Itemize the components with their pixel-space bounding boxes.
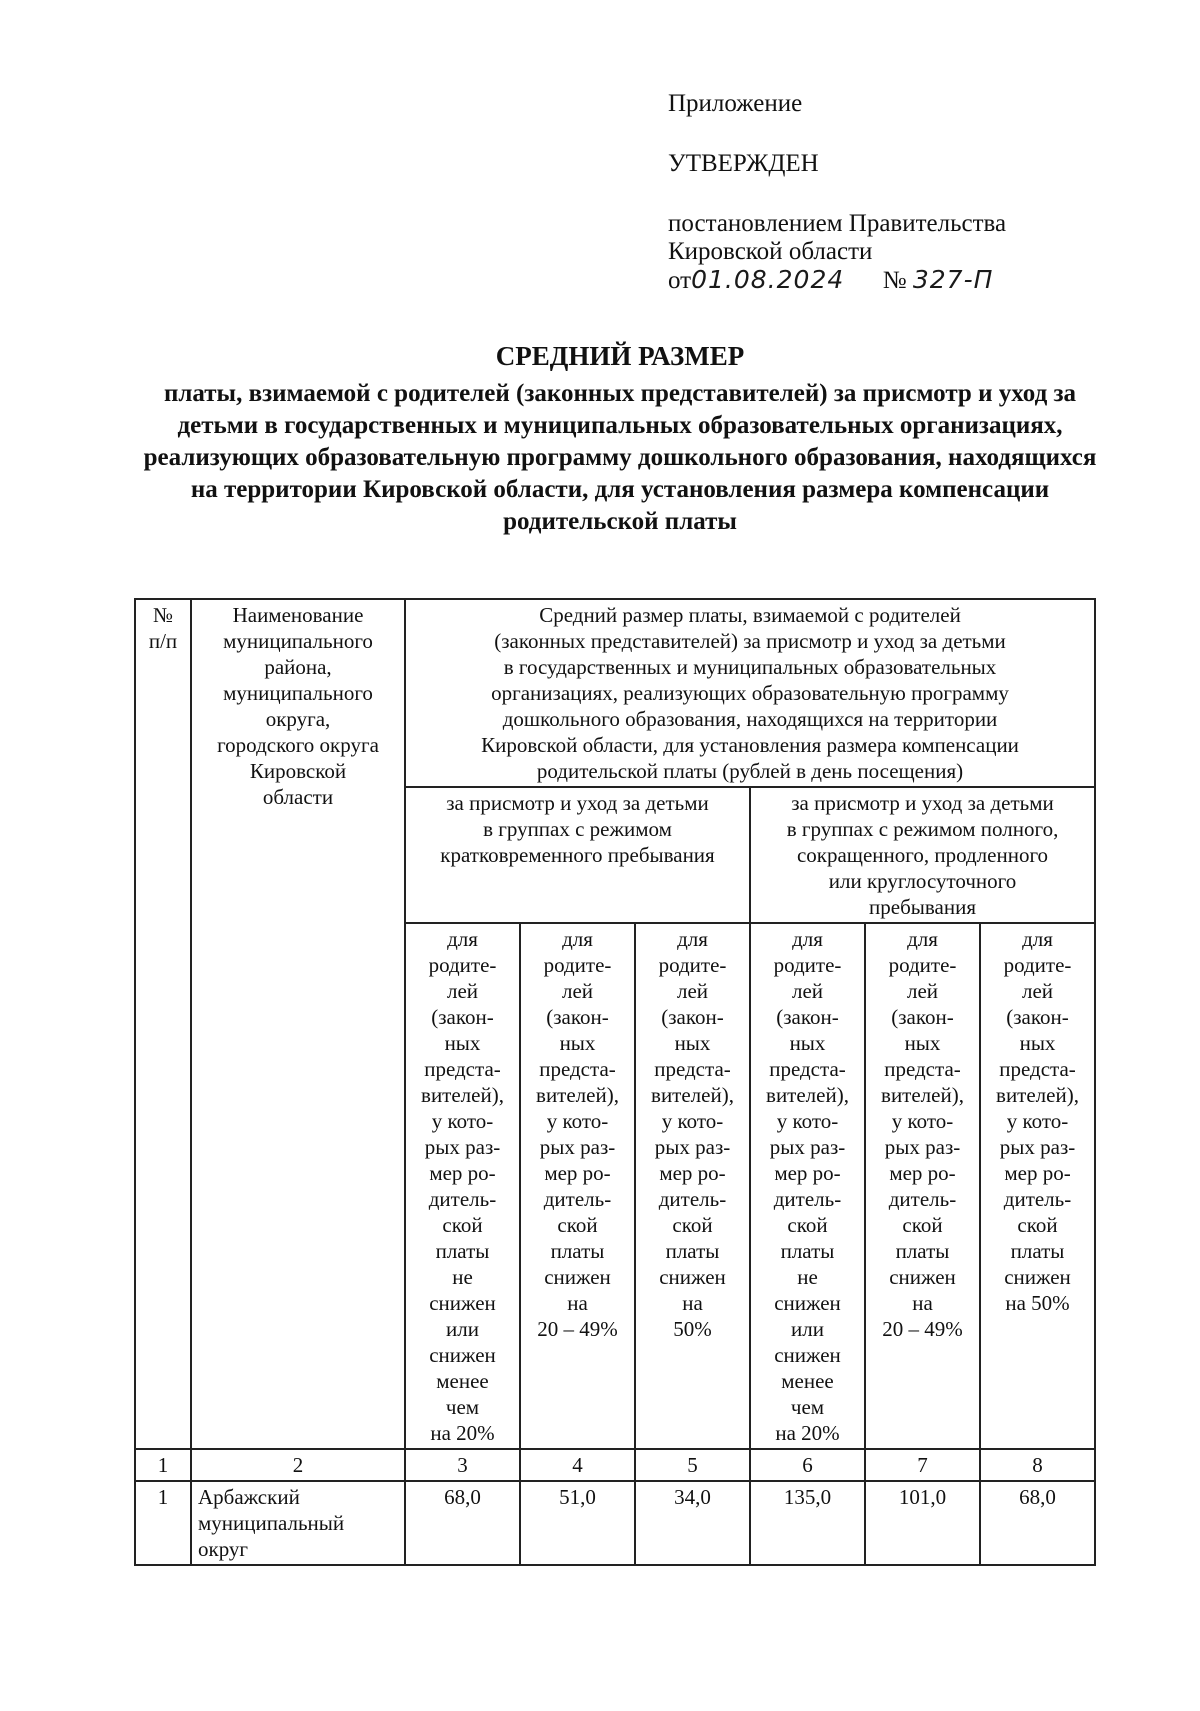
row-value: 135,0 (750, 1481, 865, 1565)
col-number: 8 (980, 1449, 1095, 1481)
approval-line-1: постановлением Правительства (668, 210, 1007, 237)
approval-line-2: Кировской области (668, 238, 873, 265)
row-value: 34,0 (635, 1481, 750, 1565)
header-col-4: для родите- лей (закон- ных предста- вителей), у кото- рых раз- мер ро- дитель- ской платы снижен на 20 – 49% (520, 923, 635, 1449)
header-col-8: для родите- лей (закон- ных предста- вителей), у кото- рых раз- мер ро- дитель- ской платы снижен на 50% (980, 923, 1095, 1449)
row-value: 51,0 (520, 1481, 635, 1565)
approval-date-line (668, 266, 1006, 295)
col-number: 1 (135, 1449, 191, 1481)
fee-table (134, 598, 1096, 1566)
col-number: 7 (865, 1449, 980, 1481)
header-avg-fee: Средний размер платы, взимаемой с родителей (законных представителей) за присмотр и уход за детьми в государственных и муниципальных образовательных организациях, реализующих образовательную программу дошкольного образования, находящихся на территории Кировской области, для установления размера компенсации родительской платы (рублей в день посещения) (405, 599, 1095, 787)
header-short-stay: за присмотр и уход за детьми в группах с режимом кратковременного пребывания (405, 787, 750, 923)
row-name: Арбажский муниципальный округ (191, 1481, 405, 1565)
header-col-5: для родите- лей (закон- ных предста- вителей), у кото- рых раз- мер ро- дитель- ской платы снижен на 50% (635, 923, 750, 1449)
appendix-label: Приложение (668, 90, 803, 117)
approval-block (668, 90, 1006, 295)
handwritten-date: 01.08.2024 (691, 265, 845, 294)
title-main: СРЕДНИЙ РАЗМЕР (495, 341, 745, 371)
col-number: 3 (405, 1449, 520, 1481)
table-row (135, 1481, 1095, 1565)
row-value: 101,0 (865, 1481, 980, 1565)
row-num: 1 (135, 1481, 191, 1565)
col-number: 4 (520, 1449, 635, 1481)
header-col-7: для родите- лей (закон- ных предста- вителей), у кото- рых раз- мер ро- дитель- ской платы снижен на 20 – 49% (865, 923, 980, 1449)
header-name: Наименование муниципального района, муниципального округа, городского округа Кировской области (191, 599, 405, 1449)
date-prefix: от (668, 267, 692, 294)
header-col-3: для родите- лей (закон- ных предста- вителей), у кото- рых раз- мер ро- дитель- ской платы не снижен или снижен менее чем на 20% (405, 923, 520, 1449)
col-number: 2 (191, 1449, 405, 1481)
document-title (130, 340, 1110, 538)
col-number: 6 (750, 1449, 865, 1481)
column-number-row (135, 1449, 1095, 1481)
header-num: № п/п (135, 599, 191, 1449)
row-value: 68,0 (405, 1481, 520, 1565)
title-subtitle: платы, взимаемой с родителей (законных представителей) за присмотр и уход за детьми в государственных и муниципальных образовательных организациях, реализующих образовательную программу дошкольного образования, находящихся на территории Кировской области, для установления размера компенсации родительской платы (143, 380, 1097, 535)
number-prefix: № (882, 267, 907, 294)
header-full-stay: за присмотр и уход за детьми в группах с режимом полного, сокращенного, продленного или круглосуточного пребывания (750, 787, 1095, 923)
col-number: 5 (635, 1449, 750, 1481)
row-value: 68,0 (980, 1481, 1095, 1565)
header-col-6: для родите- лей (закон- ных предста- вителей), у кото- рых раз- мер ро- дитель- ской платы не снижен или снижен менее чем на 20% (750, 923, 865, 1449)
approved-label: УТВЕРЖДЕН (668, 150, 819, 177)
handwritten-number: 327-П (912, 265, 994, 294)
